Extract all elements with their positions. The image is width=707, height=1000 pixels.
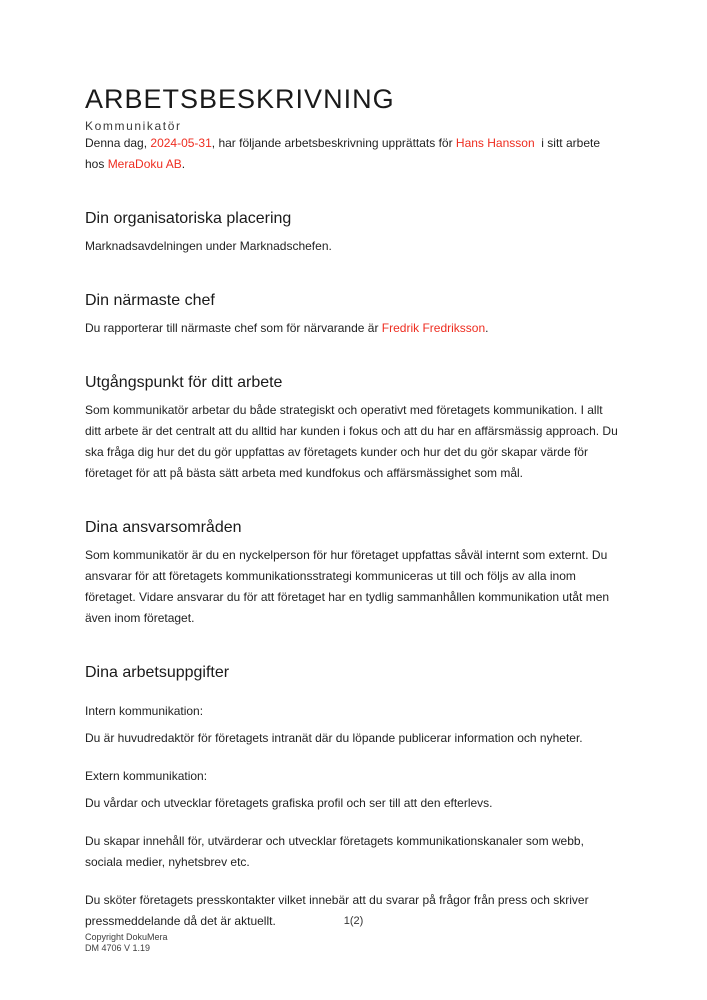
- section-starting-point: [85, 372, 622, 484]
- section-heading-placement: Din organisatoriska placering: [85, 210, 292, 227]
- section-heading-manager: Din närmaste chef: [85, 292, 215, 309]
- manager-name: Fredrik Fredriksson: [381, 321, 486, 335]
- placement-value: Marknadsavdelningen under Marknadschefen.: [85, 239, 332, 253]
- intro-text-1: Denna dag,: [85, 136, 151, 150]
- document-date: 2024-05-31: [150, 136, 212, 150]
- internal-communication-label: Intern kommunikation:: [85, 704, 204, 718]
- starting-point-paragraph: Som kommunikatör arbetar du både strategiskt och operativt med företagets kommunikation. I allt ditt arbete är det centralt att du alltid har kunden i fokus och att du har en affärsmässig approach. Du ska fråga dig hur det du gör uppfattas av företagets kunder och hur det du gör skapar värde för företaget för att på bästa sätt arbeta med kundfokus och affärsmässighet som mål.: [85, 403, 622, 480]
- section-heading-tasks: Dina arbetsuppgifter: [85, 664, 230, 681]
- intro-text-3: i sitt arbete hos: [85, 136, 604, 171]
- copyright-line: Copyright DokuMera: [85, 932, 168, 942]
- external-communication-paragraph-3: Du sköter företagets presskontakter vilket innebär att du svarar på frågor från press och skriver pressmeddelande då det är aktuellt.: [85, 893, 592, 928]
- employee-name: Hans Hansson: [455, 136, 535, 150]
- company-name: MeraDoku AB: [107, 157, 182, 171]
- external-communication-label: Extern kommunikation:: [85, 769, 208, 783]
- responsibilities-paragraph: Som kommunikatör är du en nyckelperson för hur företaget uppfattas såväl internt som externt. Du ansvarar för att företagets kommunikationsstrategi kommuniceras ut till och följs av alla inom företaget. Vidare ansvarar du för att företaget har en tydlig sammanhållen kommunikation utåt men även inom företaget.: [85, 548, 613, 625]
- section-responsibilities: [85, 517, 619, 629]
- page-number: 1(2): [343, 915, 364, 927]
- external-communication-extra-1: [85, 831, 619, 873]
- section-manager: [85, 290, 619, 339]
- external-communication-paragraph-1: Du vårdar och utvecklar företagets grafiska profil och ser till att den efterlevs.: [85, 796, 493, 810]
- section-heading-starting-point: Utgångspunkt för ditt arbete: [85, 374, 283, 391]
- document-title: ARBETSBESKRIVNING: [85, 84, 395, 114]
- external-communication-paragraph-2: Du skapar innehåll för, utvärderar och utvecklar företagets kommunikationskanaler som webb, sociala medier, nyhetsbrev etc.: [85, 834, 588, 869]
- document-subtitle: Kommunikatör: [85, 119, 182, 133]
- section-heading-responsibilities: Dina ansvarsområden: [85, 519, 242, 536]
- intro-paragraph: [85, 133, 619, 175]
- manager-text-end: .: [485, 321, 489, 335]
- manager-paragraph: [85, 318, 619, 339]
- subsection-external-communication: [85, 766, 619, 814]
- subsection-internal-communication: [85, 701, 619, 749]
- section-organisational-placement: [85, 208, 619, 257]
- section-tasks: [85, 662, 619, 932]
- page-footer: [0, 915, 707, 953]
- document-id: DM 4706 V 1.19: [85, 943, 151, 953]
- intro-text-2: , har följande arbetsbeskrivning upprättats för: [211, 136, 456, 150]
- intro-text-4: .: [181, 157, 186, 171]
- copyright-block: [85, 932, 168, 954]
- internal-communication-paragraph: Du är huvudredaktör för företagets intranät där du löpande publicerar information och nyheter.: [85, 731, 583, 745]
- manager-text: Du rapporterar till närmaste chef som för närvarande är: [85, 321, 382, 335]
